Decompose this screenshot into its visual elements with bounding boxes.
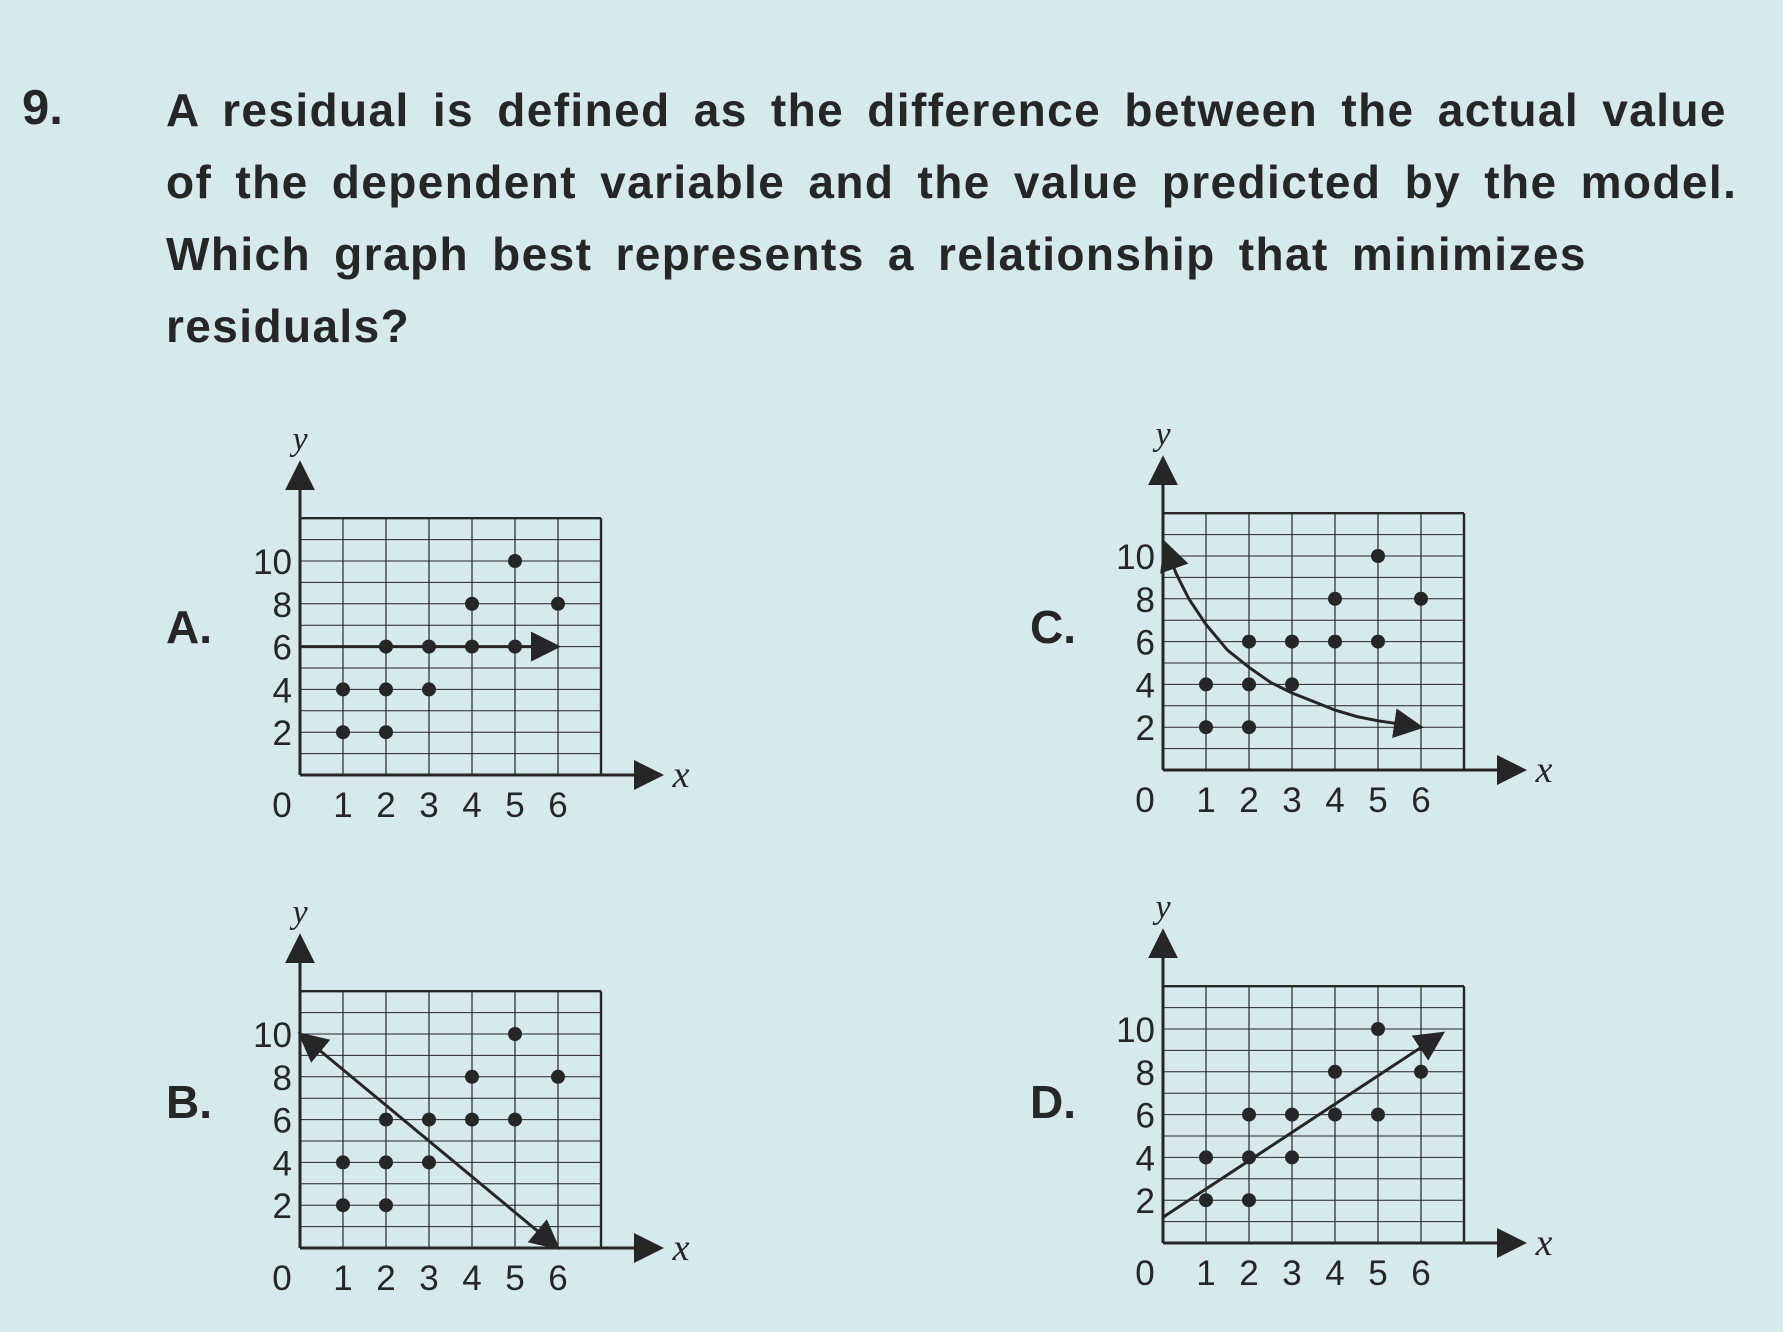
x-tick-label: 1 (333, 1259, 353, 1298)
x-tick-label: 0 (272, 1259, 292, 1298)
y-tick-label: 4 (272, 1144, 292, 1184)
x-tick-label: 0 (1135, 1254, 1155, 1293)
data-point (1328, 1065, 1342, 1079)
data-point (1414, 592, 1428, 606)
x-tick-label: 3 (419, 786, 439, 825)
x-tick-label: 3 (1282, 1254, 1302, 1293)
data-point (1371, 1022, 1385, 1036)
y-tick-label: 6 (272, 628, 292, 668)
y-tick-label: 2 (1135, 1182, 1155, 1222)
model-line (1163, 1033, 1443, 1217)
y-tick-label: 2 (272, 1187, 292, 1227)
data-point (336, 1155, 350, 1169)
data-point (379, 1155, 393, 1169)
data-point (422, 1155, 436, 1169)
question-line: Which graph best represents a relationship that minimizes (166, 228, 1587, 280)
x-tick-label: 6 (548, 786, 568, 825)
x-tick-label: 1 (333, 786, 353, 825)
data-point (1328, 592, 1342, 606)
y-tick-label: 2 (1135, 709, 1155, 749)
choice-d-label[interactable]: D. (1030, 1076, 1076, 1128)
graph-c (1116, 416, 1553, 820)
x-tick-label: 6 (1411, 1254, 1431, 1293)
x-tick-label: 5 (505, 786, 525, 825)
y-tick-label: 10 (253, 543, 292, 582)
y-tick-label: 4 (1135, 666, 1155, 706)
y-tick-label: 10 (1116, 538, 1155, 577)
y-tick-label: 6 (1135, 623, 1155, 663)
x-axis-label: x (672, 1227, 690, 1269)
x-tick-label: 5 (505, 1259, 525, 1298)
data-point (422, 1113, 436, 1127)
y-axis-label: y (1155, 416, 1171, 454)
data-point (1199, 677, 1213, 691)
data-point (336, 725, 350, 739)
x-tick-label: 3 (419, 1259, 439, 1298)
question-number: 9. (22, 81, 63, 135)
y-tick-label: 8 (1135, 580, 1155, 620)
y-tick-label: 8 (272, 1058, 292, 1098)
data-point (379, 725, 393, 739)
x-tick-label: 6 (1411, 781, 1431, 820)
x-tick-label: 1 (1196, 781, 1216, 820)
y-tick-label: 6 (1135, 1096, 1155, 1136)
y-tick-label: 8 (1135, 1053, 1155, 1093)
data-point (1328, 1108, 1342, 1122)
data-point (1371, 635, 1385, 649)
data-point (379, 1113, 393, 1127)
x-tick-label: 1 (1196, 1254, 1216, 1293)
graph-d (1116, 889, 1553, 1293)
x-tick-label: 4 (1325, 781, 1345, 820)
data-point (1199, 1150, 1213, 1164)
x-tick-label: 6 (548, 1259, 568, 1298)
y-axis-label: y (292, 894, 308, 932)
data-point (508, 1027, 522, 1041)
x-tick-label: 5 (1368, 1254, 1388, 1293)
x-axis-label: x (672, 754, 690, 796)
data-point (1242, 720, 1256, 734)
y-tick-label: 4 (272, 671, 292, 711)
data-point (1285, 1108, 1299, 1122)
question-line: of the dependent variable and the value predicted by the model. (166, 156, 1738, 208)
choice-c-label[interactable]: C. (1030, 601, 1076, 653)
x-tick-label: 4 (462, 786, 482, 825)
data-point (551, 597, 565, 611)
x-tick-label: 3 (1282, 781, 1302, 820)
graph-b (253, 894, 690, 1298)
x-tick-label: 2 (1239, 1254, 1259, 1293)
data-point (1371, 549, 1385, 563)
x-tick-label: 0 (272, 786, 292, 825)
x-tick-label: 2 (376, 1259, 396, 1298)
data-point (1328, 635, 1342, 649)
y-tick-label: 2 (272, 714, 292, 754)
data-point (465, 597, 479, 611)
y-axis-label: y (1155, 889, 1171, 927)
x-tick-label: 4 (462, 1259, 482, 1298)
data-point (1242, 635, 1256, 649)
data-point (1285, 635, 1299, 649)
data-point (336, 1198, 350, 1212)
data-point (465, 1070, 479, 1084)
x-tick-label: 2 (376, 786, 396, 825)
question-line: A residual is defined as the difference between the actual value (166, 84, 1727, 136)
data-point (1414, 1065, 1428, 1079)
x-tick-label: 2 (1239, 781, 1259, 820)
y-tick-label: 6 (272, 1101, 292, 1141)
data-point (1199, 720, 1213, 734)
data-point (465, 1113, 479, 1127)
question-line: residuals? (166, 300, 411, 352)
data-point (1199, 1193, 1213, 1207)
data-point (508, 554, 522, 568)
y-tick-label: 10 (1116, 1011, 1155, 1050)
x-tick-label: 0 (1135, 781, 1155, 820)
data-point (551, 1070, 565, 1084)
x-tick-label: 4 (1325, 1254, 1345, 1293)
data-point (508, 1113, 522, 1127)
data-point (1242, 1108, 1256, 1122)
y-tick-label: 4 (1135, 1139, 1155, 1179)
data-point (1242, 1193, 1256, 1207)
choice-b-label[interactable]: B. (166, 1076, 212, 1128)
data-point (379, 682, 393, 696)
data-point (336, 682, 350, 696)
data-point (379, 1198, 393, 1212)
x-axis-label: x (1535, 1222, 1553, 1264)
data-point (1242, 677, 1256, 691)
x-tick-label: 5 (1368, 781, 1388, 820)
x-axis-label: x (1535, 749, 1553, 791)
choice-a-label[interactable]: A. (166, 601, 212, 653)
data-point (1371, 1108, 1385, 1122)
graph-a (253, 421, 690, 825)
data-point (422, 682, 436, 696)
y-tick-label: 10 (253, 1016, 292, 1055)
y-tick-label: 8 (272, 585, 292, 625)
y-axis-label: y (292, 421, 308, 459)
data-point (1285, 1150, 1299, 1164)
